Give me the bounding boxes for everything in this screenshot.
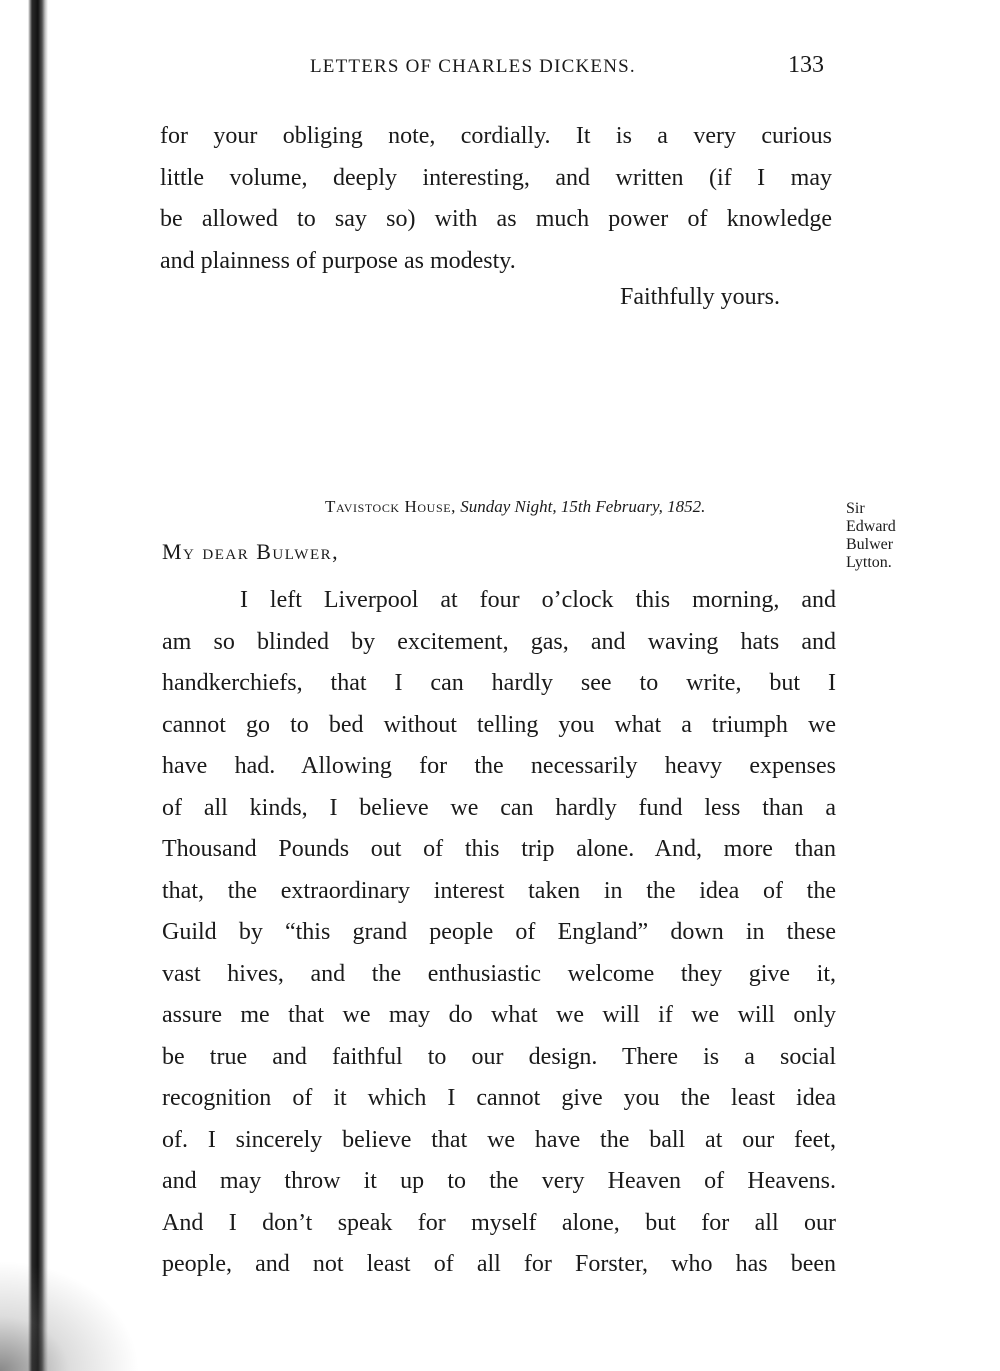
- text-line: that, the extraordinary interest taken in the idea of the: [162, 877, 836, 904]
- text-line: of. I sincerely believe that we have the ball at our feet,: [162, 1126, 836, 1153]
- running-title: LETTERS OF CHARLES DICKENS.: [310, 56, 636, 77]
- binding-shadow: [0, 1260, 140, 1371]
- text-line: And I don’t speak for myself alone, but for all our: [162, 1209, 836, 1236]
- dateline: [325, 497, 705, 517]
- text-line: am so blinded by excitement, gas, and waving hats and: [162, 628, 836, 655]
- margin-note-line: Lytton.: [846, 554, 892, 571]
- text-line: have had. Allowing for the necessarily heavy expenses: [162, 753, 836, 779]
- text-line: Guild by “this grand people of England” down in these: [162, 919, 836, 945]
- text-line: cannot go to bed without telling you what a triumph we: [162, 711, 836, 738]
- text-line: be true and faithful to our design. There is a social: [162, 1043, 836, 1070]
- page-number: 133: [788, 52, 824, 78]
- text-line: I left Liverpool at four o’clock this morning, and: [240, 587, 836, 613]
- signoff: Faithfully yours.: [620, 284, 780, 310]
- previous-letter-closing: [160, 116, 832, 282]
- text-line: people, and not least of all for Forster, who has been: [162, 1251, 836, 1277]
- text-line: assure me that we may do what we will if we will only: [162, 1002, 836, 1028]
- binding-edge: [0, 0, 48, 1371]
- text-line: of all kinds, I believe we can hardly fund less than a: [162, 794, 836, 821]
- text-line: Thousand Pounds out of this trip alone. And, more than: [162, 836, 836, 862]
- text-line: and plainness of purpose as modesty.: [160, 247, 516, 274]
- recipient-margin-note: [846, 500, 926, 572]
- salutation: My dear Bulwer,: [162, 539, 340, 564]
- text-line: handkerchiefs, that I can hardly see to write, but I: [162, 670, 836, 696]
- text-line: little volume, deeply interesting, and written (if I may: [160, 164, 832, 191]
- text-line: recognition of it which I cannot give you the least idea: [162, 1085, 836, 1111]
- letter-body: [162, 580, 836, 1286]
- text-line: be allowed to say so) with as much power of knowledge: [160, 206, 832, 232]
- margin-note-line: Sir: [846, 500, 865, 517]
- text-line: and may throw it up to the very Heaven of Heavens.: [162, 1168, 836, 1194]
- text-line: vast hives, and the enthusiastic welcome they give it,: [162, 960, 836, 987]
- dateline-date: Sunday Night, 15th February, 1852.: [460, 497, 706, 516]
- dateline-place: Tavistock House,: [325, 497, 457, 516]
- margin-note-line: Edward: [846, 518, 896, 535]
- margin-note-line: Bulwer: [846, 536, 894, 553]
- text-line: for your obliging note, cordially. It is a very curious: [160, 123, 832, 149]
